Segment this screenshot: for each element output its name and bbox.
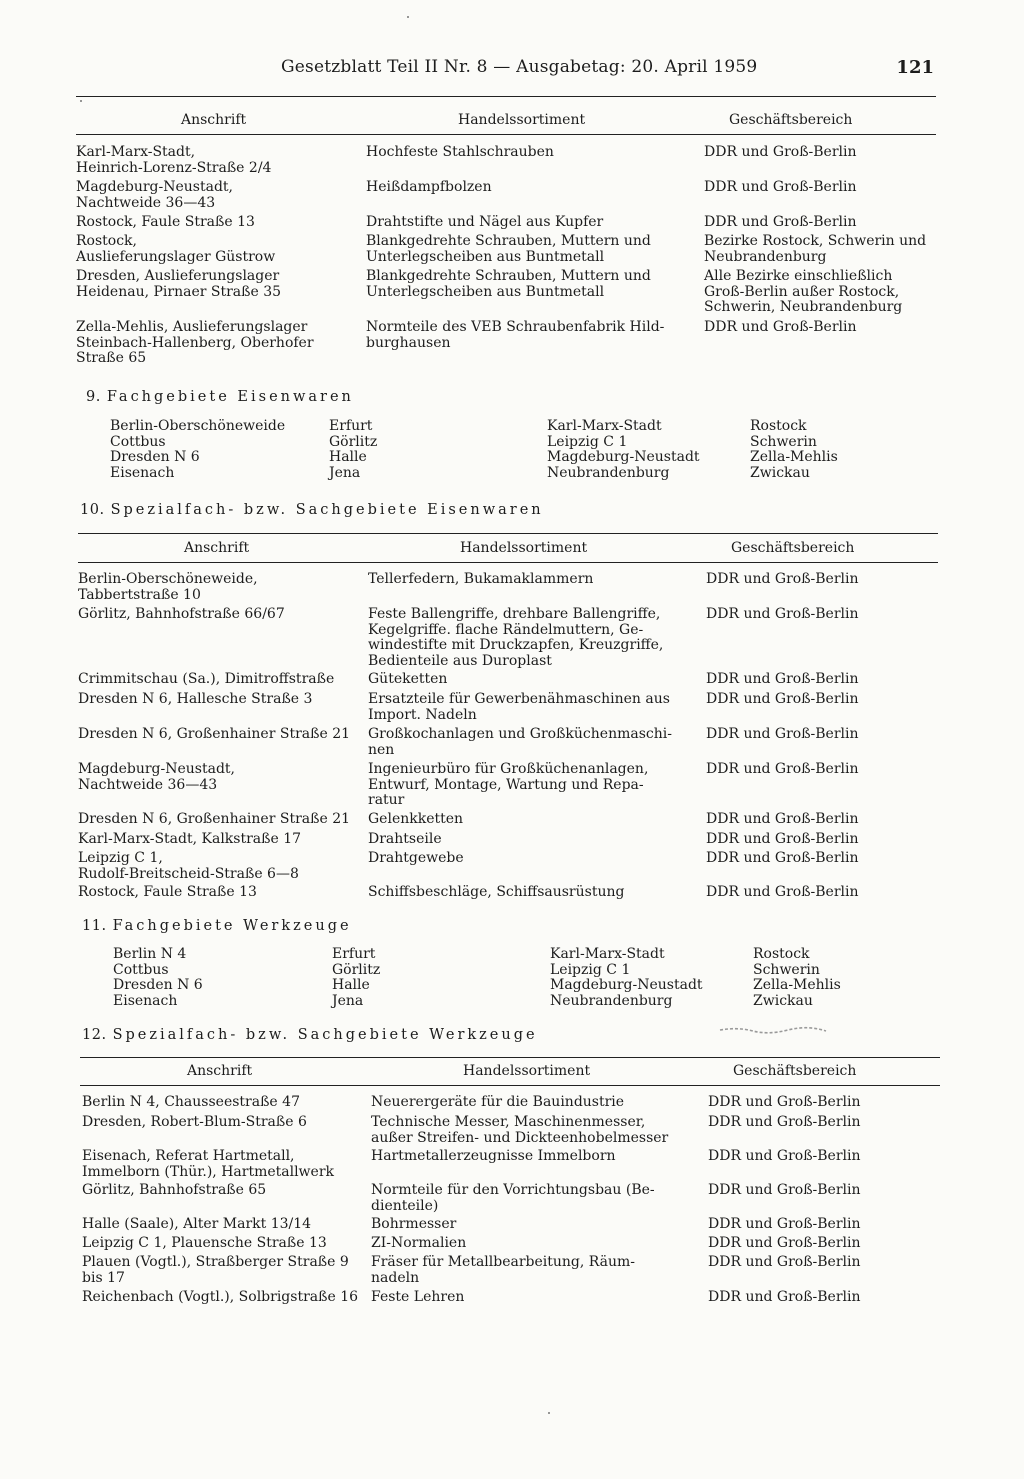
assortment-cell (371, 1095, 624, 1111)
assortment-line: Normteile des VEB Schraubenfabrik Hild- (366, 319, 665, 335)
address-cell (76, 320, 314, 367)
address-line: Immelborn (Thür.), Hartmetallwerk (82, 1163, 334, 1180)
area-cell (708, 1183, 861, 1199)
assortment-cell (368, 851, 464, 867)
address-cell (76, 145, 271, 176)
city-name: Görlitz (332, 961, 381, 978)
assortment-line: ZI-Normalien (371, 1235, 467, 1251)
city-name: Rostock (753, 946, 810, 962)
assortment-cell (371, 1236, 466, 1252)
area-line: DDR und Groß-Berlin (708, 1216, 861, 1232)
address-line: Rostock, Faule Straße 13 (76, 214, 255, 230)
address-cell (82, 1217, 311, 1233)
assortment-cell (371, 1217, 456, 1233)
area-cell (706, 727, 859, 743)
city-name: Eisenach (113, 992, 178, 1009)
section9-number: 9. (86, 389, 101, 405)
assortment-line: Drahtstifte und Nägel aus Kupfer (366, 214, 604, 230)
table10-col-assortment: Handelssortiment (460, 540, 588, 556)
assortment-line: Gelenkketten (368, 811, 464, 827)
assortment-cell (366, 180, 492, 196)
area-line: DDR und Groß-Berlin (704, 319, 857, 335)
print-speck (80, 100, 82, 102)
address-line: Steinbach-Hallenberg, Oberhofer (76, 334, 314, 351)
section11-number: 11. (82, 918, 107, 934)
assortment-line: Normteile für den Vorrichtungsbau (Be- (371, 1182, 655, 1198)
address-line: Dresden N 6, Großenhainer Straße 21 (78, 726, 351, 742)
area-cell (706, 672, 859, 688)
area-line: DDR und Groß-Berlin (706, 671, 859, 687)
table1-col-address: Anschrift (181, 112, 247, 128)
address-cell (78, 832, 301, 848)
city-column (113, 947, 203, 1009)
assortment-cell (371, 1115, 668, 1146)
city-name: Dresden N 6 (113, 977, 203, 993)
assortment-cell (371, 1149, 616, 1165)
area-line: DDR und Groß-Berlin (706, 606, 859, 622)
section10-number: 10. (80, 502, 105, 518)
assortment-line: Hartmetallerzeugnisse Immelborn (371, 1148, 616, 1164)
assortment-line: Drahtgewebe (368, 850, 464, 866)
print-speck (407, 16, 409, 18)
city-column (329, 419, 377, 481)
area-line: DDR und Groß-Berlin (706, 691, 859, 707)
area-line: DDR und Groß-Berlin (708, 1289, 861, 1305)
assortment-cell (368, 727, 672, 758)
assortment-line: Blankgedrehte Schrauben, Muttern und (366, 268, 651, 284)
address-line: Leipzig C 1, Plauensche Straße 13 (82, 1235, 327, 1251)
assortment-cell (366, 269, 651, 300)
city-name: Leipzig C 1 (547, 433, 628, 450)
city-name: Schwerin (753, 961, 820, 978)
address-line: Nachtweide 36—43 (78, 776, 218, 793)
address-line: Eisenach, Referat Hartmetall, (82, 1148, 295, 1164)
area-cell (704, 320, 857, 336)
area-cell (708, 1115, 861, 1131)
page-number: 121 (896, 57, 934, 78)
city-name: Rostock (750, 418, 807, 434)
area-cell (708, 1149, 861, 1165)
city-column (550, 947, 703, 1009)
assortment-cell (368, 762, 648, 809)
section9-heading (86, 390, 354, 406)
table12-col-assortment: Handelssortiment (463, 1063, 591, 1079)
assortment-line: Großkochanlagen und Großküchenmaschi- (368, 726, 672, 742)
area-cell (704, 269, 902, 316)
address-cell (78, 885, 257, 901)
area-cell (706, 692, 859, 708)
area-line: DDR und Groß-Berlin (708, 1235, 861, 1251)
assortment-line: Import. Nadeln (368, 706, 477, 723)
address-line: Rostock, (76, 233, 137, 249)
city-name: Cottbus (110, 433, 166, 450)
area-line: DDR und Groß-Berlin (708, 1254, 861, 1270)
address-cell (82, 1183, 266, 1199)
header-rule (76, 96, 936, 97)
address-line: Tabbertstraße 10 (78, 586, 201, 603)
table1-col-area: Geschäftsbereich (729, 112, 853, 128)
assortment-line: dienteile) (371, 1197, 439, 1214)
assortment-line: Ersatzteile für Gewerbenähmaschinen aus (368, 691, 670, 707)
assortment-cell (371, 1255, 635, 1286)
address-line: Plauen (Vogtl.), Straßberger Straße 9 (82, 1254, 349, 1270)
assortment-line: Technische Messer, Maschinenmesser, (371, 1114, 646, 1130)
area-cell (706, 762, 859, 778)
assortment-cell (366, 215, 603, 231)
city-name: Zwickau (750, 464, 810, 481)
assortment-line: Bedienteile aus Duroplast (368, 652, 552, 669)
city-name: Halle (329, 449, 367, 465)
address-line: Dresden N 6, Hallesche Straße 3 (78, 691, 313, 707)
area-line: DDR und Groß-Berlin (704, 144, 857, 160)
address-line: Nachtweide 36—43 (76, 194, 216, 211)
table10-col-address: Anschrift (184, 540, 250, 556)
assortment-line: Güteketten (368, 671, 448, 687)
city-name: Dresden N 6 (110, 449, 200, 465)
address-line: Crimmitschau (Sa.), Dimitroffstraße (78, 671, 335, 687)
address-line: Rudolf-Breitscheid-Straße 6—8 (78, 865, 299, 882)
assortment-line: Heißdampfbolzen (366, 179, 492, 195)
area-cell (704, 180, 857, 196)
address-cell (78, 607, 285, 623)
address-line: Dresden, Robert-Blum-Straße 6 (82, 1114, 307, 1130)
table12-top-rule (80, 1057, 940, 1058)
area-line: Groß-Berlin außer Rostock, (704, 283, 900, 300)
address-cell (82, 1290, 358, 1306)
assortment-cell (368, 832, 442, 848)
assortment-line: windestifte mit Druckzapfen, Kreuzgriffe, (368, 637, 664, 653)
city-name: Jena (332, 992, 364, 1009)
address-line: Berlin N 4, Chausseestraße 47 (82, 1094, 300, 1110)
assortment-cell (366, 234, 651, 265)
area-line: DDR und Groß-Berlin (706, 831, 859, 847)
assortment-cell (368, 572, 593, 588)
assortment-line: Entwurf, Montage, Wartung und Repa- (368, 776, 644, 793)
assortment-line: Neuerergeräte für die Bauindustrie (371, 1094, 625, 1110)
area-line: DDR und Groß-Berlin (704, 179, 857, 195)
address-line: Magdeburg-Neustadt, (76, 179, 234, 195)
assortment-line: Schiffsbeschläge, Schiffsausrüstung (368, 884, 625, 900)
section11-heading (82, 919, 352, 935)
address-cell (76, 215, 255, 231)
address-cell (78, 851, 299, 882)
section12-title: Spezialfach- bzw. Sachgebiete Werkzeuge (112, 1027, 538, 1043)
table1-head-rule (76, 134, 936, 135)
area-line: DDR und Groß-Berlin (706, 571, 859, 587)
area-line: Alle Bezirke einschließlich (704, 268, 893, 284)
area-line: DDR und Groß-Berlin (708, 1094, 861, 1110)
ink-smudge (718, 1026, 828, 1034)
city-name: Karl-Marx-Stadt (547, 418, 662, 434)
assortment-line: burghausen (366, 334, 451, 351)
area-line: DDR und Groß-Berlin (708, 1148, 861, 1164)
area-line: DDR und Groß-Berlin (706, 761, 859, 777)
address-cell (76, 180, 233, 211)
area-line: Neubrandenburg (704, 248, 827, 265)
print-speck (548, 1412, 550, 1414)
section10-title: Spezialfach- bzw. Sachgebiete Eisenwaren (110, 502, 544, 518)
city-name: Neubrandenburg (547, 464, 670, 481)
table12-col-address: Anschrift (187, 1063, 253, 1079)
city-name: Zella-Mehlis (753, 977, 841, 993)
area-line: DDR und Groß-Berlin (706, 850, 859, 866)
address-line: Heidenau, Pirnaer Straße 35 (76, 283, 282, 300)
assortment-cell (371, 1183, 655, 1214)
address-line: Berlin-Oberschöneweide, (78, 571, 258, 587)
table10-col-area: Geschäftsbereich (731, 540, 855, 556)
table12-col-area: Geschäftsbereich (733, 1063, 857, 1079)
assortment-line: außer Streifen- und Dickteenhobelmesser (371, 1129, 669, 1146)
city-column (753, 947, 841, 1009)
city-name: Erfurt (332, 946, 376, 962)
address-line: Leipzig C 1, (78, 850, 163, 866)
city-name: Berlin-Oberschöneweide (110, 418, 286, 434)
assortment-cell (366, 145, 554, 161)
page-header (76, 57, 936, 84)
address-line: Straße 65 (76, 350, 147, 366)
area-cell (706, 572, 859, 588)
area-cell (704, 145, 857, 161)
area-line: DDR und Groß-Berlin (706, 726, 859, 742)
table1-col-assortment: Handelssortiment (458, 112, 586, 128)
address-line: Magdeburg-Neustadt, (78, 761, 236, 777)
section12-heading (82, 1028, 538, 1044)
address-line: Dresden N 6, Großenhainer Straße 21 (78, 811, 351, 827)
section11-title: Fachgebiete Werkzeuge (112, 918, 352, 934)
city-column (750, 419, 838, 481)
address-cell (78, 672, 334, 688)
assortment-line: nadeln (371, 1269, 420, 1286)
area-line: DDR und Groß-Berlin (706, 884, 859, 900)
assortment-cell (368, 607, 663, 669)
assortment-line: Hochfeste Stahlschrauben (366, 144, 554, 160)
address-line: Dresden, Auslieferungslager (76, 268, 280, 284)
area-cell (708, 1095, 861, 1111)
assortment-line: Tellerfedern, Bukamaklammern (368, 571, 594, 587)
assortment-line: Blankgedrehte Schrauben, Muttern und (366, 233, 651, 249)
address-cell (82, 1255, 349, 1286)
assortment-cell (368, 885, 624, 901)
city-column (332, 947, 380, 1009)
city-name: Neubrandenburg (550, 992, 673, 1009)
address-line: bis 17 (82, 1269, 125, 1286)
address-line: Karl-Marx-Stadt, Kalkstraße 17 (78, 831, 302, 847)
assortment-line: Kegelgriffe. flache Rändelmuttern, Ge- (368, 621, 644, 638)
address-cell (78, 572, 258, 603)
address-line: Heinrich-Lorenz-Straße 2/4 (76, 159, 272, 176)
address-cell (82, 1236, 327, 1252)
area-cell (708, 1236, 861, 1252)
area-line: DDR und Groß-Berlin (704, 214, 857, 230)
area-cell (708, 1217, 861, 1233)
city-name: Jena (329, 464, 361, 481)
address-line: Görlitz, Bahnhofstraße 66/67 (78, 606, 285, 622)
assortment-cell (368, 812, 463, 828)
assortment-line: Fräser für Metallbearbeitung, Räum- (371, 1254, 636, 1270)
assortment-line: nen (368, 741, 395, 758)
area-cell (708, 1290, 861, 1306)
city-name: Berlin N 4 (113, 946, 187, 962)
section9-title: Fachgebiete Eisenwaren (106, 389, 354, 405)
address-cell (78, 692, 312, 708)
assortment-line: Bohrmesser (371, 1216, 457, 1232)
assortment-line: Unterlegscheiben aus Buntmetall (366, 283, 605, 300)
assortment-line: Unterlegscheiben aus Buntmetall (366, 248, 605, 265)
address-line: Zella-Mehlis, Auslieferungslager (76, 319, 308, 335)
table10-top-rule (78, 533, 938, 534)
area-line: Bezirke Rostock, Schwerin und (704, 233, 927, 249)
city-name: Eisenach (110, 464, 175, 481)
address-cell (78, 812, 350, 828)
city-name: Halle (332, 977, 370, 993)
assortment-cell (371, 1290, 464, 1306)
assortment-cell (368, 692, 670, 723)
address-cell (82, 1149, 334, 1180)
city-name: Görlitz (329, 433, 378, 450)
address-line: Auslieferungslager Güstrow (76, 248, 276, 265)
assortment-line: Feste Ballengriffe, drehbare Ballengriffe, (368, 606, 661, 622)
city-name: Erfurt (329, 418, 373, 434)
address-line: Görlitz, Bahnhofstraße 65 (82, 1182, 267, 1198)
address-cell (76, 269, 281, 300)
assortment-line: Ingenieurbüro für Großküchenanlagen, (368, 761, 649, 777)
address-cell (78, 762, 235, 793)
city-column (547, 419, 700, 481)
area-cell (706, 851, 859, 867)
area-cell (706, 885, 859, 901)
city-name: Magdeburg-Neustadt (547, 449, 700, 465)
area-cell (706, 832, 859, 848)
assortment-line: Feste Lehren (371, 1289, 465, 1305)
city-name: Zwickau (753, 992, 813, 1009)
city-name: Cottbus (113, 961, 169, 978)
table12-head-rule (80, 1085, 940, 1086)
address-cell (82, 1095, 300, 1111)
area-line: Schwerin, Neubrandenburg (704, 299, 903, 315)
address-line: Halle (Saale), Alter Markt 13/14 (82, 1216, 312, 1232)
city-name: Leipzig C 1 (550, 961, 631, 978)
area-line: DDR und Groß-Berlin (708, 1114, 861, 1130)
city-name: Karl-Marx-Stadt (550, 946, 665, 962)
city-name: Zella-Mehlis (750, 449, 838, 465)
table10-head-rule (78, 562, 938, 563)
address-cell (78, 727, 350, 743)
section12-number: 12. (82, 1027, 107, 1043)
city-name: Magdeburg-Neustadt (550, 977, 703, 993)
area-line: DDR und Groß-Berlin (706, 811, 859, 827)
header-title: Gesetzblatt Teil II Nr. 8 — Ausgabetag: 20. April 1959 (281, 57, 758, 77)
area-line: DDR und Groß-Berlin (708, 1182, 861, 1198)
area-cell (704, 215, 857, 231)
city-name: Schwerin (750, 433, 817, 450)
section10-heading (80, 503, 544, 519)
address-cell (76, 234, 275, 265)
assortment-cell (368, 672, 447, 688)
area-cell (708, 1255, 861, 1271)
address-cell (82, 1115, 307, 1131)
area-cell (706, 607, 859, 623)
area-cell (706, 812, 859, 828)
address-line: Reichenbach (Vogtl.), Solbrigstraße 16 (82, 1289, 359, 1305)
assortment-line: ratur (368, 792, 405, 808)
address-line: Rostock, Faule Straße 13 (78, 884, 257, 900)
city-column (110, 419, 285, 481)
assortment-cell (366, 320, 664, 351)
assortment-line: Drahtseile (368, 831, 442, 847)
area-cell (704, 234, 926, 265)
address-line: Karl-Marx-Stadt, (76, 144, 196, 160)
